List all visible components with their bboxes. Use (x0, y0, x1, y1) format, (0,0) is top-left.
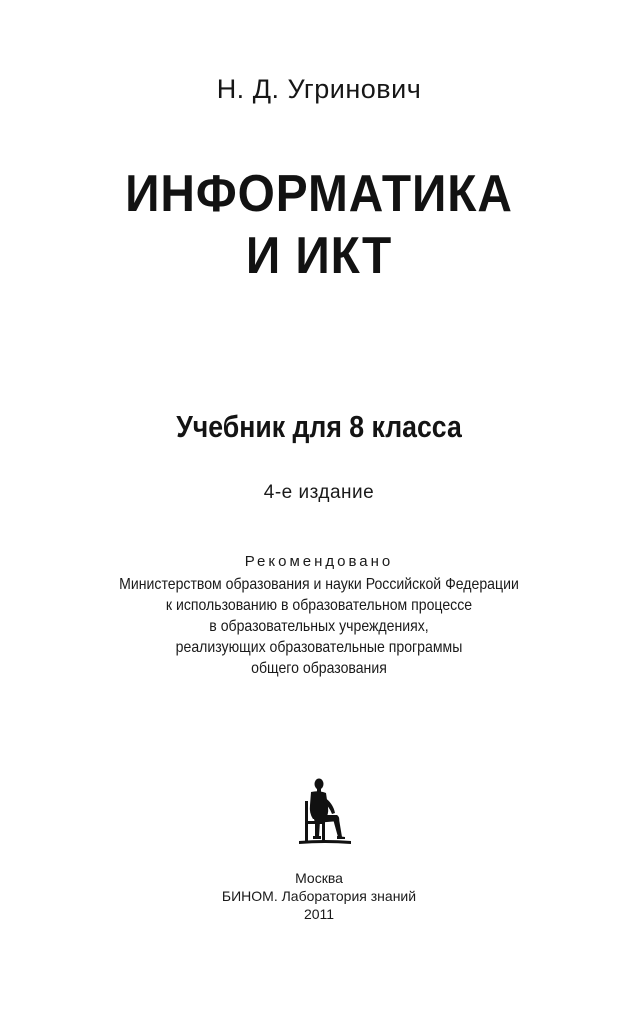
imprint-city: Москва (295, 870, 343, 886)
edition-label: 4-е издание (263, 482, 375, 503)
book-title-line-2: И ИКТ (245, 227, 393, 285)
author-name: Н. Д. Угринович (216, 74, 422, 104)
imprint (0, 869, 638, 923)
recommendation-line: к использованию в образовательном процессе (165, 597, 473, 614)
book-title-line-1: ИНФОРМАТИКА (125, 165, 513, 223)
recommendation-heading: Рекомендовано (244, 553, 394, 570)
book-title (26, 163, 613, 287)
recommendation-line: в образовательных учреждениях, (209, 618, 429, 635)
recommendation-line: Министерством образования и науки Российской Федерации (119, 576, 519, 593)
imprint-year: 2011 (303, 906, 335, 922)
recommendation-text (38, 574, 599, 679)
imprint-publisher: БИНОМ. Лаборатория знаний (221, 888, 417, 904)
book-subtitle: Учебник для 8 класса (176, 409, 462, 444)
recommendation-line: общего образования (251, 660, 387, 677)
recommendation-line: реализующих образовательные программы (175, 639, 463, 656)
seated-figure-icon (295, 777, 355, 849)
